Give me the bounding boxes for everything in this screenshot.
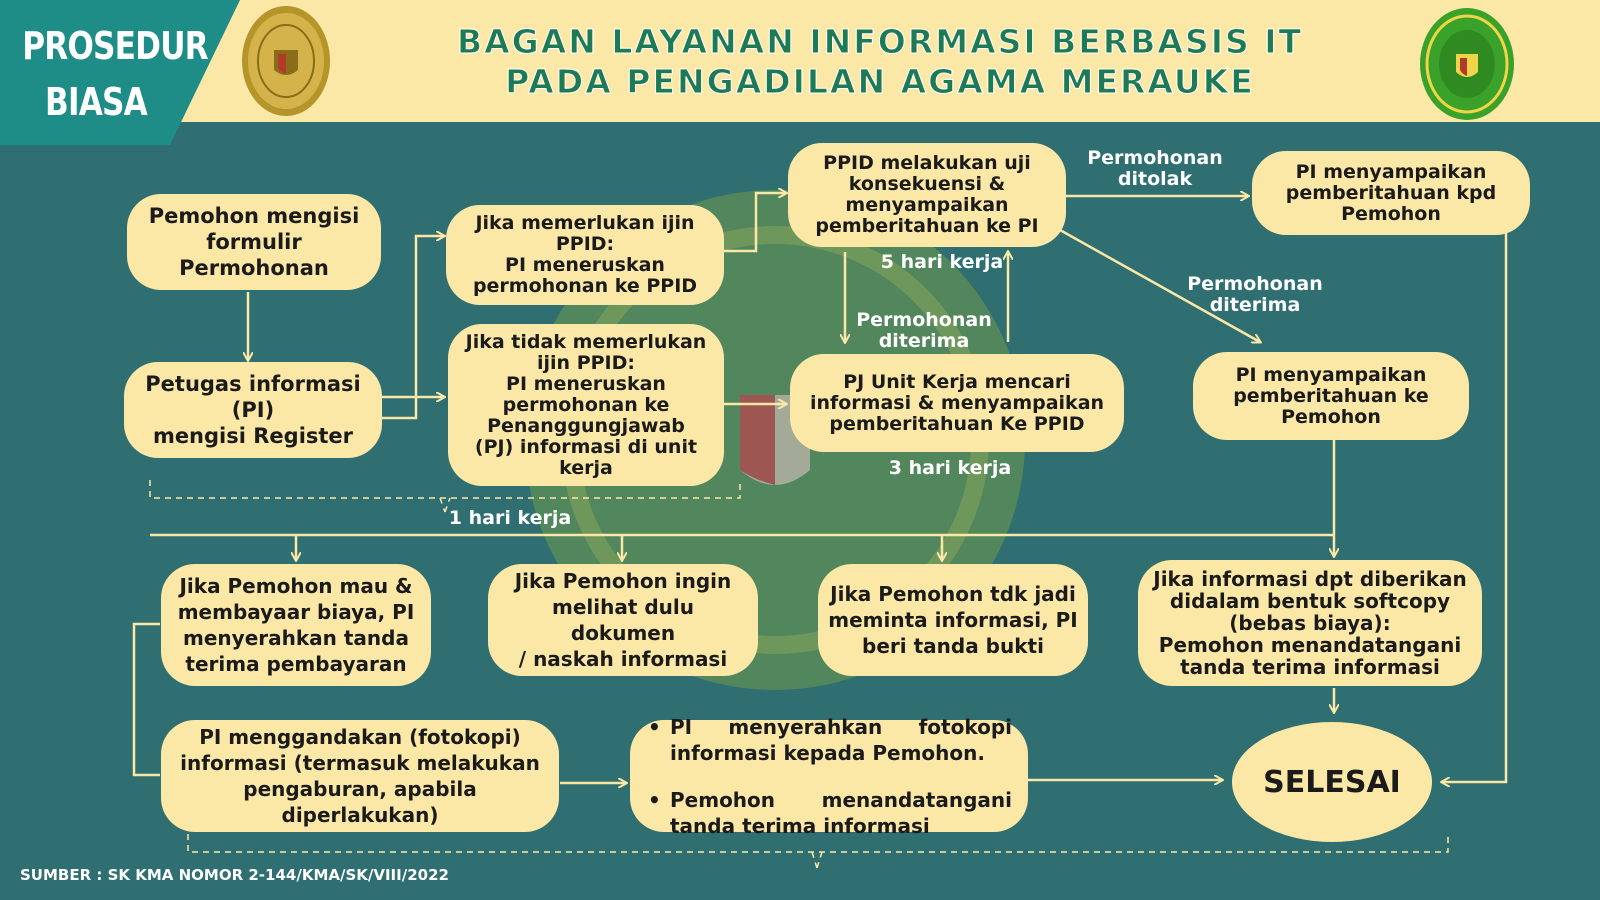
node-pi-menyerahkan (630, 714, 1028, 838)
title-line-2: PADA PENGADILAN AGAMA MERAUKE (505, 62, 1255, 101)
node-pemohon-lihat: Jika Pemohon ingin melihat dulu dokumen / naskah informasi (488, 564, 758, 676)
serah-item-1 (670, 714, 1012, 766)
serah-list (646, 693, 1012, 860)
node-pi-menggandakan: PI menggandakan (fotokopi) informasi (termasuk melakukan pengaburan, apabila diperlakukan) (161, 720, 559, 832)
node-softcopy: Jika informasi dpt diberikan didalam bentuk softcopy (bebas biaya): Pemohon menandatangani tanda terima informasi (1138, 560, 1482, 686)
serah-item-1-line-b: informasi kepada Pemohon. (670, 740, 985, 765)
node-pj-unit: PJ Unit Kerja mencari informasi & menyampaikan pemberitahuan Ke PPID (790, 354, 1124, 452)
node-pemohon-tdk-jadi: Jika Pemohon tdk jadi meminta informasi, PI beri tanda bukti (818, 564, 1088, 676)
serah-item-2 (670, 787, 1012, 839)
serah-item-2-line-a: Pemohon menandatangani (670, 787, 1012, 812)
label-5-hari-kerja: 5 hari kerja (880, 251, 1004, 273)
node-selesai: SELESAI (1232, 722, 1432, 842)
label-permohonan-diterima-right: Permohonan diterima (1187, 273, 1323, 316)
node-jika-tidak-ijin: Jika tidak memerlukan ijin PPID: PI meneruskan permohonan ke Penanggungjawab (PJ) informasi di unit kerja (448, 324, 724, 486)
node-ppid-uji: PPID melakukan uji konsekuensi & menyampaikan pemberitahuan ke PI (788, 143, 1066, 247)
title-line-1: BAGAN LAYANAN INFORMASI BERBASIS IT (456, 22, 1304, 61)
node-pemohon-bayar: Jika Pemohon mau & membayaar biaya, PI menyerahkan tanda terima pembayaran (161, 564, 431, 686)
label-permohonan-diterima-mid: Permohonan diterima (856, 309, 992, 352)
node-petugas-register: Petugas informasi (PI) mengisi Register (124, 362, 382, 458)
serah-item-2-line-b: tanda terima informasi (670, 813, 930, 838)
badge-prosedur-biasa: PROSEDUR BIASA (22, 24, 208, 124)
node-pemohon-formulir: Pemohon mengisi formulir Permohonan (127, 194, 381, 290)
label-permohonan-ditolak: Permohonan ditolak (1087, 147, 1223, 190)
serah-item-1-line-a: PI menyerahkan fotokopi (670, 714, 1012, 739)
node-pi-pemberitahuan-ke: PI menyampaikan pemberitahuan ke Pemohon (1193, 352, 1469, 440)
node-pi-pemberitahuan-kpd: PI menyampaikan pemberitahuan kpd Pemohon (1252, 151, 1530, 235)
label-1-hari-kerja: 1 hari kerja (448, 507, 572, 529)
node-jika-ijin-ppid: Jika memerlukan ijin PPID: PI meneruskan permohonan ke PPID (446, 205, 724, 305)
source-note: SUMBER : SK KMA NOMOR 2-144/KMA/SK/VIII/2022 (20, 866, 449, 884)
label-3-hari-kerja: 3 hari kerja (888, 457, 1012, 479)
